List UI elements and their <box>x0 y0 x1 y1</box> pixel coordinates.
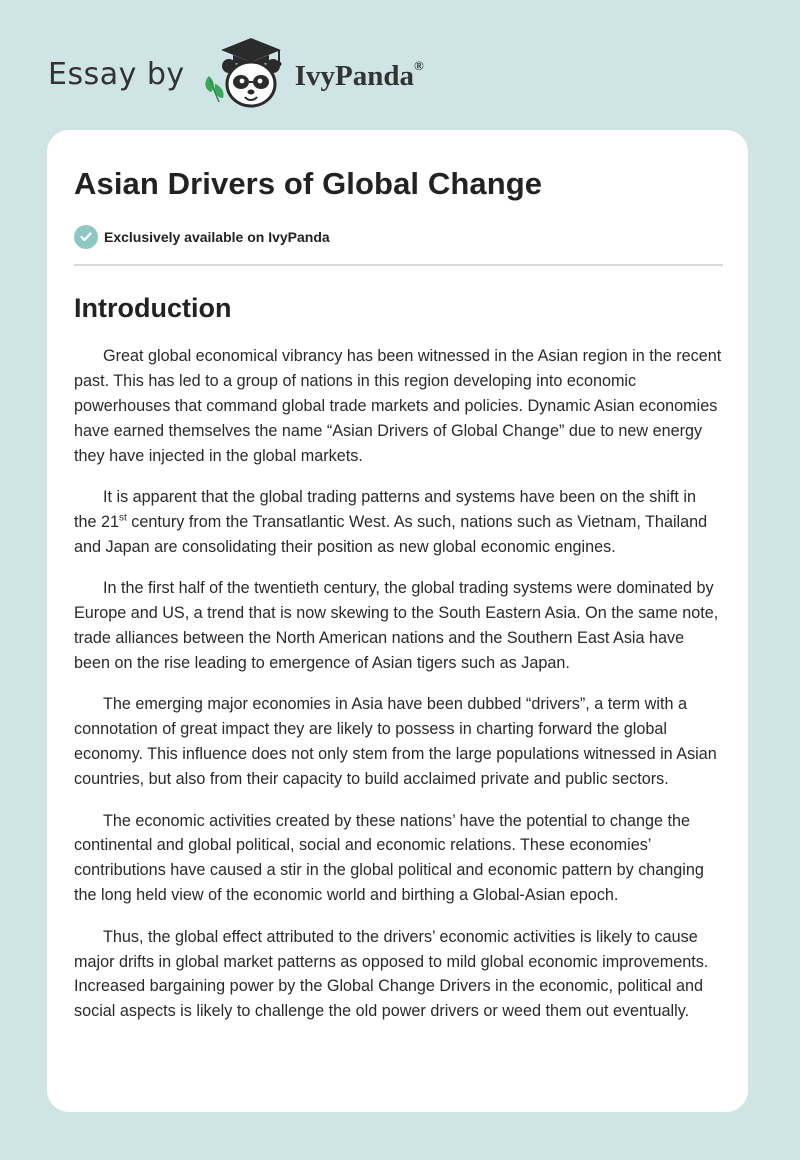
paragraph: It is apparent that the global trading patterns and systems have been on the shift in the 21st century from the Transatlantic West. As such, nations such as Vietnam, Thailand and Japan are consolidating their position as new global economic engines. <box>74 488 708 556</box>
paragraph: Great global economical vibrancy has been witnessed in the Asian region in the recent past. This has led to a group of nations in this region developing into economic powerhouses that command global trade markets and policies. Dynamic Asian economies have earned themselves the name “Asian Drivers of Global Change” due to new energy they have injected in the global markets. <box>74 347 722 465</box>
section-heading: Introduction <box>74 293 232 323</box>
badge-label: Exclusively available on IvyPanda <box>104 229 330 245</box>
panda-graduate-icon <box>201 36 293 112</box>
page-title: Asian Drivers of Global Change <box>74 166 543 201</box>
paragraph: Thus, the global effect attributed to the drivers’ economic activities is likely to cause major drifts in global market patterns as opposed to mild global economic improvements. Increased bargaining power by the Global Change Drivers in the economic, political and social aspects is likely to challenge the old power drivers or weed them out eventually. <box>74 927 709 1021</box>
brand-name: IvyPanda® <box>294 57 424 92</box>
paragraph: In the first half of the twentieth century, the global trading systems were dominated by Europe and US, a trend that is now skewing to the South Eastern Asia. On the same note, trade alliances between the North American nations and the Southern East Asia have been on the rise leading to emergence of Asian tigers such as Japan. <box>74 579 719 672</box>
paragraph: The economic activities created by these nations’ have the potential to change the continental and global political, social and economic relations. These economies’ contributions have caused a stir in the global political and economic pattern by changing the long held view of the economic world and birthing a Global-Asian epoch. <box>74 811 704 905</box>
essay-body <box>74 344 722 1024</box>
leaf-icon <box>205 76 223 102</box>
divider <box>74 264 723 266</box>
essay-by-label: Essay by <box>48 56 185 92</box>
site-header <box>48 34 468 114</box>
check-icon <box>74 225 98 249</box>
paragraph: The emerging major economies in Asia have been dubbed “drivers”, a term with a connotation of great impact they are likely to possess in charting forward the global economy. This influence does not only stem from the large populations witnessed in Asian countries, but also from their capacity to build acclaimed private and public sectors. <box>74 695 717 789</box>
essay-card <box>47 130 748 1112</box>
exclusive-badge <box>74 224 722 250</box>
